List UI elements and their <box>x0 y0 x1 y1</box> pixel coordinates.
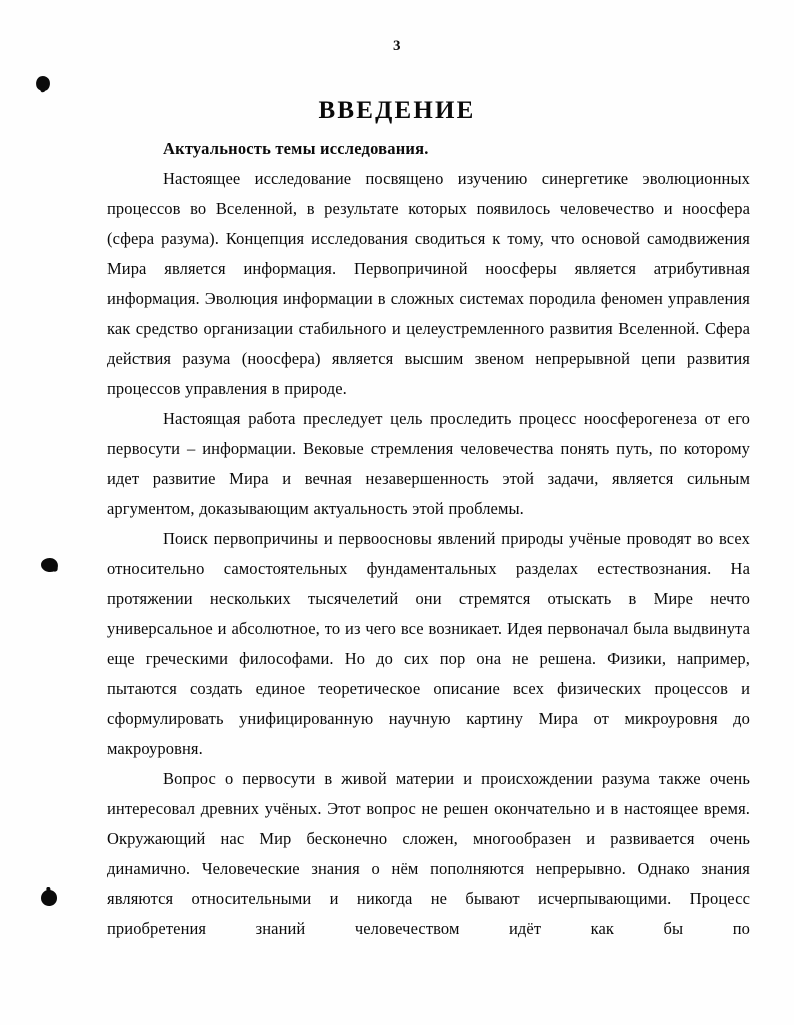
paragraph: Настоящее исследование посвящено изучению синергетике эволюционных процессов во Вселенной, в результате которых появилось человечество и ноосфера (сфера разума). Концепция исследования сводиться к тому, что основой самодвижения Мира является информация. Первопричиной ноосферы является атрибутивная информация. Эволюция информации в сложных системах породила феномен управления как средство организации стабильного и целеустремленного развития Вселенной. Сфера действия разума (ноосфера) является высшим звеном непрерывной цепи развития процессов управления в природе. <box>107 169 750 398</box>
paragraph: Настоящая работа преследует цель проследить процесс ноосферогенеза от его первосути – информации. Вековые стремления человечества понять путь, по которому идет развитие Мира и вечная незавершенность этой задачи, является сильным аргументом, доказывающим актуальность этой проблемы. <box>107 409 750 518</box>
section-run-in-title: Актуальность темы исследования. <box>163 139 429 158</box>
scan-artifact-blot <box>40 889 57 906</box>
scan-artifact-blot <box>35 75 52 93</box>
paragraph: Поиск первопричины и первоосновы явлений природы учёные проводят во всех относительно самостоятельных фундаментальных разделах естествознания. На протяжении нескольких тысячелетий они стремятся отыскать в Мире нечто универсальное и абсолютное, то из чего все возникает. Идея первоначал была выдвинута еще греческими философами. Но до сих пор она не решена. Физики, например, пытаются создать единое теоретическое описание всех физических процессов и сформулировать унифицированную научную картину Мира от микроуровня до макроуровня. <box>107 529 750 758</box>
body-text <box>107 134 750 944</box>
scan-artifact-blot <box>40 557 58 573</box>
page-title: ВВЕДЕНИЕ <box>318 96 476 124</box>
page-number: 3 <box>393 38 401 54</box>
paragraph: Вопрос о первосути в живой материи и происхождении разума также очень интересовал древних учёных. Этот вопрос не решен окончательно и в настоящее время. Окружающий нас Мир бесконечно сложен, многообразен и развивается очень динамично. Человеческие знания о нём пополняются непрерывно. Однако знания являются относительными и никогда не бывают исчерпывающими. Процесс приобретения знаний человечеством идёт как бы по <box>107 769 750 938</box>
